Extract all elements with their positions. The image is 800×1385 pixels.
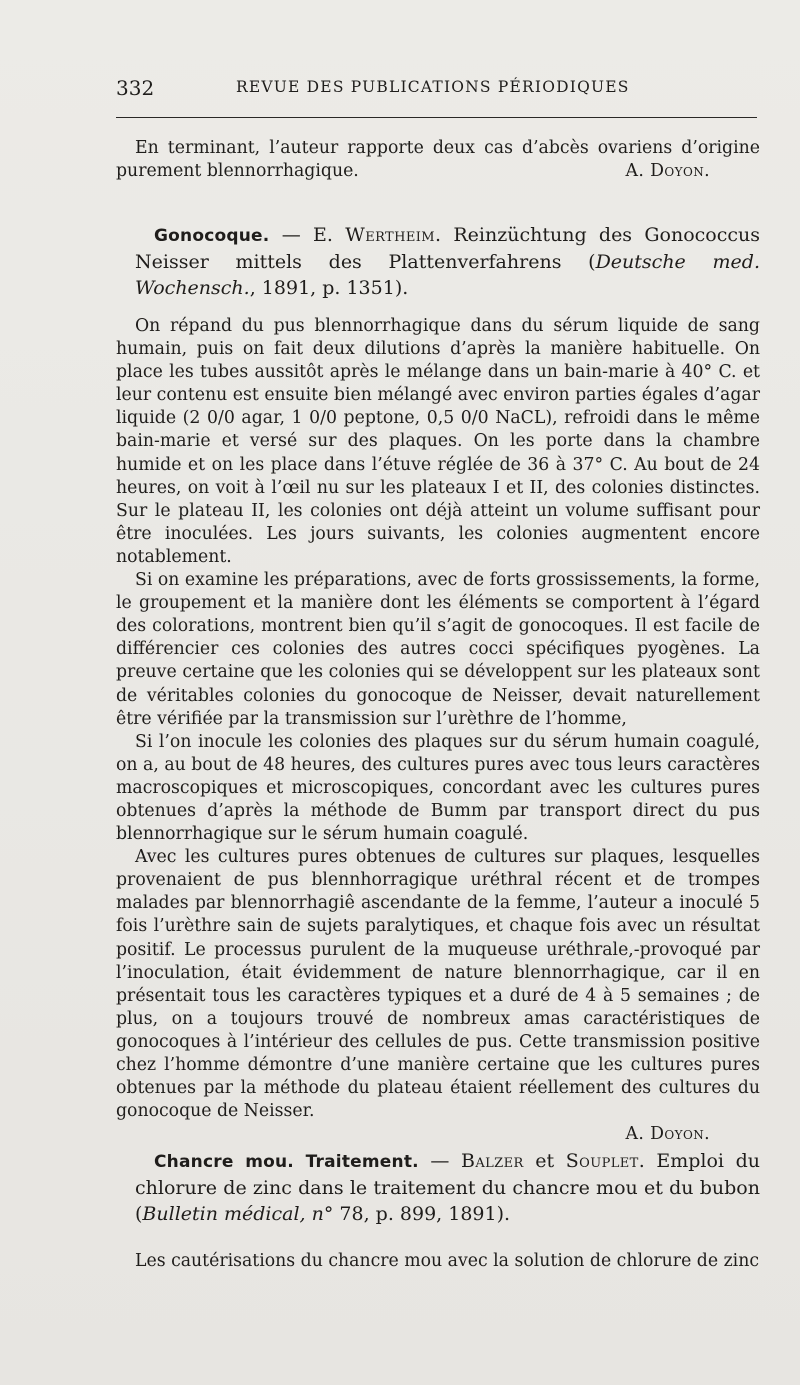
article-title	[116, 222, 760, 301]
article-lead: Chancre mou. Traitement.	[154, 1152, 419, 1172]
running-header	[116, 76, 760, 102]
body-paragraph: Si on examine les préparations, avec de forts grossissements, la forme, le groupement et la manière dont les éléments se comportent à l’égard des colorations, montrent bien qu’il s’agit de gonocoques. Il est facile de différencier ces colonies des autres cocci spécifiques pyogènes. La preuve certaine que les colonies qui se développent sur les plateaux sont de véritables colonies du gonocoque de Neisser, devait naturellement être vérifiée par la transmission sur l’urèthre de l’homme,	[116, 570, 760, 729]
body-paragraph: Si l’on inocule les colonies des plaques sur du sérum humain coagulé, on a, au bout de 48 heures, des cultures pures avec tous leurs caractères macroscopiques et microscopiques, concordant avec les cultures pures obtenues d’après la méthode de Bumm par transport direct du pus blennorrhagique sur le sérum humain coagulé.	[116, 731, 760, 845]
intro-paragraph	[116, 137, 760, 183]
journal-name: Bulletin médical, n°	[142, 1203, 334, 1225]
article-gonocoque-body	[116, 315, 760, 1146]
article-dash: — E.	[269, 224, 346, 246]
article-author: Wertheim	[345, 224, 435, 246]
body-paragraph: Avec les cultures pures obtenues de cultures sur plaques, lesquelles provenaient de pus blennhorragique uréthral récent et de trompes malades par blennorrhagiê ascendante de la femme, l’auteur a inoculé 5 fois l’urèthre sain de sujets paralytiques, et chaque fois avec un résultat positif. Le processus purulent de la muqueuse uréthrale,-provoqué par l’inoculation, était évidemment de nature blennorrhagique, car il en présentait tous les caractères typiques et a duré de 4 à 5 semaines ; de plus, on a toujours trouvé de nombreux amas caractéristiques de gonocoques à l’intérieur des cellules de pus. Cette transmission positive chez l’homme démontre d’une manière certaine que les cultures pures obtenues par la méthode du plateau étaient réellement des cultures du gonocoque de Neisser.	[116, 847, 760, 1122]
article-signature: A. Doyon.	[625, 1124, 710, 1145]
intro-signature: A. Doyon.	[625, 161, 710, 182]
intro-text: En terminant, l’auteur rapporte deux cas d’abcès ovariens d’origine purement blennorrhagique.	[116, 138, 760, 182]
running-title: REVUE DES PUBLICATIONS PÉRIODIQUES	[236, 78, 630, 96]
journal-name: Deutsche med. Wochensch.	[135, 251, 760, 299]
body-paragraph: Les cautérisations du chancre mou avec la solution de chlorure de zinc	[135, 1251, 760, 1271]
article-title	[116, 1148, 760, 1227]
article-citation: , 1891, p. 1351).	[249, 277, 409, 299]
page-number: 332	[116, 76, 155, 100]
article-title-text: . Emploi du chlorure de zinc dans le traitement du chancre mou et du bubon (	[135, 1150, 760, 1225]
intro-section	[116, 137, 760, 183]
body-paragraph: On répand du pus blennorrhagique dans du sérum liquide de sang humain, puis on fait deux dilutions d’après la manière habituelle. On place les tubes aussitôt après le mélange dans un bain-marie à 40° C. et leur contenu est ensuite bien mélangé avec environ parties égales d’agar liquide (2 0/0 agar, 1 0/0 peptone, 0,5 0/0 NaCL), refroidi dans le même bain-marie et versé sur des plaques. On les porte dans la chambre humide et on les place dans l’étuve réglée de 36 à 37° C. Au bout de 24 heures, on voit à l’œil nu sur les plateaux I et II, des colonies distinctes. Sur le plateau II, les colonies ont déjà atteint un volume suffisant pour être inoculées. Les jours suivants, les colonies augmentent encore notablement.	[116, 316, 760, 567]
article-chancre-body	[116, 1250, 760, 1273]
article-title-text: . Reinzüchtung des Gonococcus Neisser mittels des Plattenverfahrens (	[135, 224, 761, 273]
article-citation: 78, p. 899, 1891).	[333, 1203, 511, 1225]
article-author: Souplet	[565, 1150, 639, 1172]
article-author: Balzer	[461, 1150, 524, 1172]
article-gonocoque	[116, 222, 760, 301]
article-lead: Gonocoque.	[154, 226, 270, 246]
header-rule	[116, 117, 757, 118]
article-dash: —	[418, 1150, 461, 1172]
article-conj: et	[523, 1150, 566, 1172]
article-chancre	[116, 1148, 760, 1227]
